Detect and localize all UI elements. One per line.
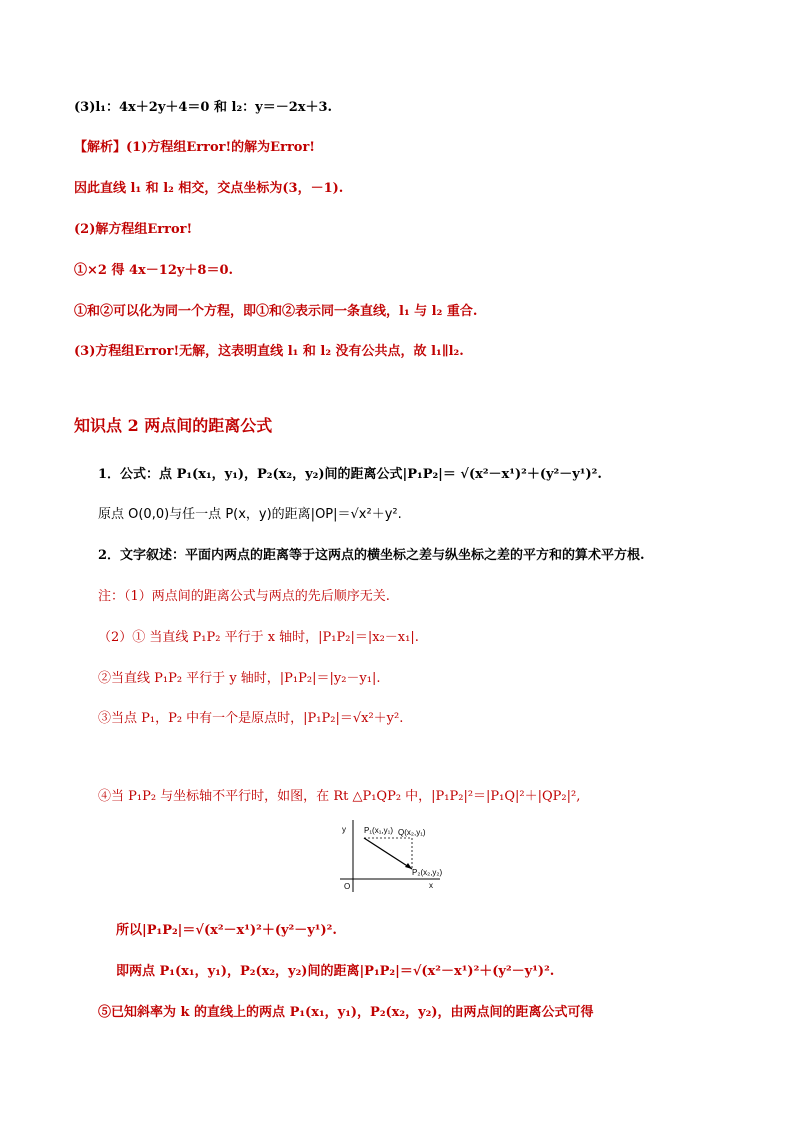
note-case3-line: ③当点 P₁，P₂ 中有一个是原点时，|P₁P₂|＝√x²＋y². (98, 711, 404, 726)
description-line: 2．文字叙述：平面内两点的距离等于这两点的横坐标之差与纵坐标之差的平方和的算术平方根. (98, 548, 645, 563)
namely-line: 即两点 P₁(x₁，y₁)，P₂(x₂，y₂)间的距离|P₁P₂|＝√(x²－x¹)²＋(y²－y¹)². (116, 964, 555, 979)
note-line: 注：（1）两点间的距离公式与两点的先后顺序无关. (98, 589, 390, 604)
note-case2-line: ②当直线 P₁P₂ 平行于 y 轴时，|P₁P₂|＝|y₂－y₁|. (98, 671, 381, 686)
therefore-line: 所以|P₁P₂|＝√(x²－x¹)²＋(y²－y¹)². (116, 923, 337, 938)
arrowhead (405, 863, 412, 869)
solution-label-line: 【解析】(1)方程组Error!的解为Error! (74, 140, 316, 155)
section-heading: 知识点 2 两点间的距离公式 (74, 416, 273, 435)
multiply-line: ①×2 得 4x－12y＋8＝0. (74, 263, 234, 278)
note-case1-line: （2）① 当直线 P₁P₂ 平行于 x 轴时，|P₁P₂|＝|x₂－x₁|. (98, 630, 419, 645)
slope-line: ⑤已知斜率为 k 的直线上的两点 P₁(x₁，y₁)，P₂(x₂，y₂)，由两点间的距离公式可得 (98, 1005, 594, 1020)
note-case4-line: ④当 P₁P₂ 与坐标轴不平行时，如图，在 Rt △P₁QP₂ 中，|P₁P₂|²＝|P₁Q|²＋|QP₂|², (98, 789, 581, 804)
coincide-line: ①和②可以化为同一个方程，即①和②表示同一条直线，l₁ 与 l₂ 重合. (74, 304, 478, 319)
p2-label: P₂(x₂,y₂) (412, 868, 443, 877)
coordinate-figure (340, 820, 443, 892)
parallel-line: (3)方程组Error!无解，这表明直线 l₁ 和 l₂ 没有公共点，故 l₁∥l₂. (74, 344, 464, 359)
origin-distance-line: 原点 O(0,0)与任一点 P(x，y)的距离|OP|＝√x²＋y². (98, 507, 402, 522)
formula-line: 1．公式：点 P₁(x₁，y₁)，P₂(x₂，y₂)间的距离公式|P₁P₂|＝ √(x²－x¹)²＋(y²－y¹)². (98, 467, 602, 482)
origin-label: O (344, 882, 351, 891)
p1-label: P₁(x₁,y₁) (364, 826, 393, 835)
segment-p1-p2 (364, 838, 412, 869)
q-label: Q(x₂,y₁) (398, 828, 426, 837)
y-axis-label: y (342, 825, 346, 834)
part2-line: (2)解方程组Error! (74, 222, 193, 237)
line-3-equations: (3)l₁：4x＋2y＋4＝0 和 l₂：y＝－2x＋3. (74, 100, 333, 115)
x-axis-label: x (429, 881, 433, 890)
intersection-line: 因此直线 l₁ 和 l₂ 相交，交点坐标为(3，－1). (74, 181, 344, 196)
